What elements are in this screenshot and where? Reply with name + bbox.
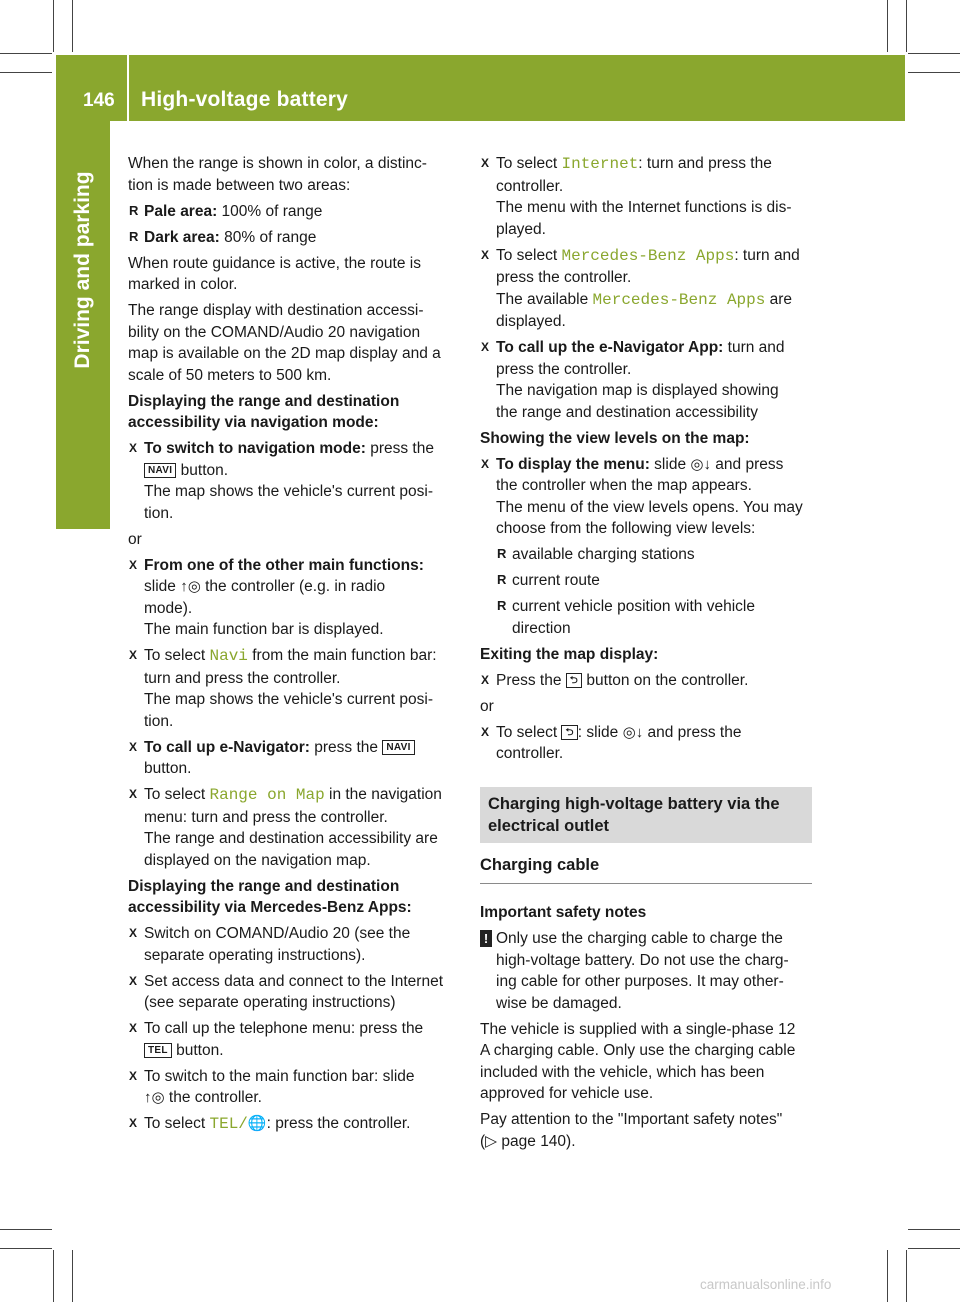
slide-up-controller-icon: ↑◎ xyxy=(144,1089,165,1106)
step-arrow-icon: X xyxy=(481,724,490,739)
paragraph: When route guidance is active, the route is marked in color. xyxy=(128,254,421,293)
step-arrow-icon: X xyxy=(481,456,490,471)
paragraph: The range display with destination accessi- bility on the COMAND/Audio 20 navigation map is available on the 2D map display and a scale of 50 meters to 500 km. xyxy=(128,302,441,384)
instruction-step: X To select TEL/🌐: press the controller. xyxy=(129,1115,411,1133)
paragraph: The vehicle is supplied with a single-phase 12 A charging cable. Only use the charging cable included with the vehicle, which has been approved for vehicle use. xyxy=(480,1020,796,1102)
bullet-icon: R xyxy=(497,572,507,587)
crop-mark xyxy=(908,53,960,54)
instruction-step: X To select Internet: turn and press the controller. The menu with the Internet functions is dis- played. xyxy=(481,155,792,238)
step-arrow-icon: X xyxy=(481,156,490,170)
list-item: R Pale area: 100% of range xyxy=(128,201,460,223)
instruction-step: X To select ⮌ : slide ◎↓ and press the controller. xyxy=(481,723,742,762)
safety-heading: Important safety notes xyxy=(480,904,647,921)
crop-mark xyxy=(0,53,52,54)
instruction-step: X To call up the telephone menu: press the TEL button. xyxy=(129,1020,424,1059)
step-arrow-icon: X xyxy=(129,739,138,754)
instruction-step: X To call up the e-Navigator App: turn and press the controller. The navigation map is displayed showing the range and destination accessibility xyxy=(481,339,785,421)
instruction-step: X Set access data and connect to the Internet (see separate operating instructions) xyxy=(129,972,444,1011)
bullet-icon: R xyxy=(497,546,507,561)
warning-icon: ! xyxy=(480,930,492,947)
crop-mark xyxy=(908,72,960,73)
crop-mark xyxy=(887,1250,888,1302)
crop-mark xyxy=(53,1250,54,1302)
paragraph: Pay attention to the "Important safety notes" (▷ page 140). xyxy=(480,1111,783,1150)
or-text: or xyxy=(128,530,142,548)
crop-mark xyxy=(72,1250,73,1302)
step-arrow-icon: X xyxy=(129,1068,138,1083)
step-arrow-icon: X xyxy=(129,1116,138,1130)
step-arrow-icon: X xyxy=(129,557,138,572)
instruction-step: X To select Navi from the main function bar: turn and press the controller. The map shows the vehicle's current posi- tion. xyxy=(129,647,437,730)
crop-mark xyxy=(887,0,888,52)
or-text: or xyxy=(480,697,494,715)
list-item: R available charging stations xyxy=(480,544,812,566)
instruction-step: X To switch to navigation mode: press the NAVI button. The map shows the vehicle's current posi- tion. xyxy=(129,440,434,522)
instruction-step: X To select Range on Map in the navigation menu: turn and press the controller. The range and destination accessibility are displayed on the navigation map. xyxy=(129,786,442,869)
left-column xyxy=(128,153,460,1140)
slide-up-controller-icon: ↑◎ xyxy=(180,578,201,595)
globe-icon: 🌐 xyxy=(247,1115,267,1132)
list-item: R Dark area: 80% of range xyxy=(128,227,460,249)
paragraph: When the range is shown in color, a distinc- tion is made between two areas: xyxy=(128,155,427,194)
step-arrow-icon: X xyxy=(481,247,490,262)
instruction-step: X Switch on COMAND/Audio 20 (see the separate operating instructions). xyxy=(129,925,411,964)
back-key-icon: ⮌ xyxy=(566,673,582,688)
crop-mark xyxy=(0,1248,52,1249)
crop-mark xyxy=(908,1229,960,1230)
warning-note: ! Only use the charging cable to charge the high-voltage battery. Do not use the charg- ing cable for other purposes. It may other- wise be damaged. xyxy=(480,928,812,1014)
bullet-icon: R xyxy=(497,598,507,613)
navi-key-icon: NAVI xyxy=(382,740,414,755)
crop-mark xyxy=(908,1248,960,1249)
step-arrow-icon: X xyxy=(129,441,138,455)
crop-mark xyxy=(0,72,52,73)
bullet-icon: R xyxy=(129,202,139,218)
step-arrow-icon: X xyxy=(129,926,138,940)
crop-mark xyxy=(53,0,54,52)
section-heading: Displaying the range and destination accessibility via Mercedes-Benz Apps: xyxy=(128,877,412,916)
step-arrow-icon: X xyxy=(129,787,138,801)
section-heading: Showing the view levels on the map: xyxy=(480,429,750,447)
step-arrow-icon: X xyxy=(129,648,138,662)
bullet-icon: R xyxy=(129,228,139,244)
step-arrow-icon: X xyxy=(481,672,490,687)
subsection-heading: Charging cable xyxy=(480,855,812,885)
section-heading: Displaying the range and destination accessibility via navigation mode: xyxy=(128,392,400,431)
instruction-step: X To display the menu: slide ◎↓ and press the controller when the map appears. The menu of the view levels opens. You may choose from the following view levels: xyxy=(481,455,803,537)
step-arrow-icon: X xyxy=(481,340,490,354)
slide-down-controller-icon: ◎↓ xyxy=(622,723,644,741)
section-title-box: Charging high-voltage battery via the electrical outlet xyxy=(480,787,812,843)
instruction-step: X To select Mercedes-Benz Apps: turn and press the controller. The available Mercedes-Benz Apps are displayed. xyxy=(481,246,800,330)
slide-down-controller-icon: ◎↓ xyxy=(690,455,711,473)
step-arrow-icon: X xyxy=(129,1021,138,1035)
instruction-step: X To call up e-Navigator: press the NAVI button. xyxy=(128,737,460,780)
back-key-icon: ⮌ xyxy=(561,725,577,740)
step-arrow-icon: X xyxy=(129,973,138,988)
crop-mark xyxy=(906,0,907,52)
header-divider xyxy=(127,55,129,121)
page-title: High-voltage battery xyxy=(141,88,349,111)
watermark: carmanualsonline.info xyxy=(700,1277,832,1292)
tel-key-icon: TEL xyxy=(144,1043,172,1058)
chapter-label: Driving and parking xyxy=(71,171,94,369)
page-ref-icon: ▷ xyxy=(485,1132,498,1150)
section-heading: Exiting the map display: xyxy=(480,645,659,663)
instruction-step: X Press the ⮌ button on the controller. xyxy=(480,670,812,692)
crop-mark xyxy=(0,1229,52,1230)
right-column xyxy=(480,153,812,1157)
list-item: R current route xyxy=(480,570,812,592)
navi-key-icon: NAVI xyxy=(144,463,176,478)
crop-mark xyxy=(72,0,73,52)
crop-mark xyxy=(906,1250,907,1302)
instruction-step: X To switch to the main function bar: slide ↑◎ the controller. xyxy=(129,1067,415,1106)
instruction-step: X From one of the other main functions: slide ↑◎ the controller (e.g. in radio mode). The main function bar is displayed. xyxy=(129,556,424,638)
page-number: 146 xyxy=(83,90,115,111)
list-item: R current vehicle position with vehicle direction xyxy=(480,596,812,639)
